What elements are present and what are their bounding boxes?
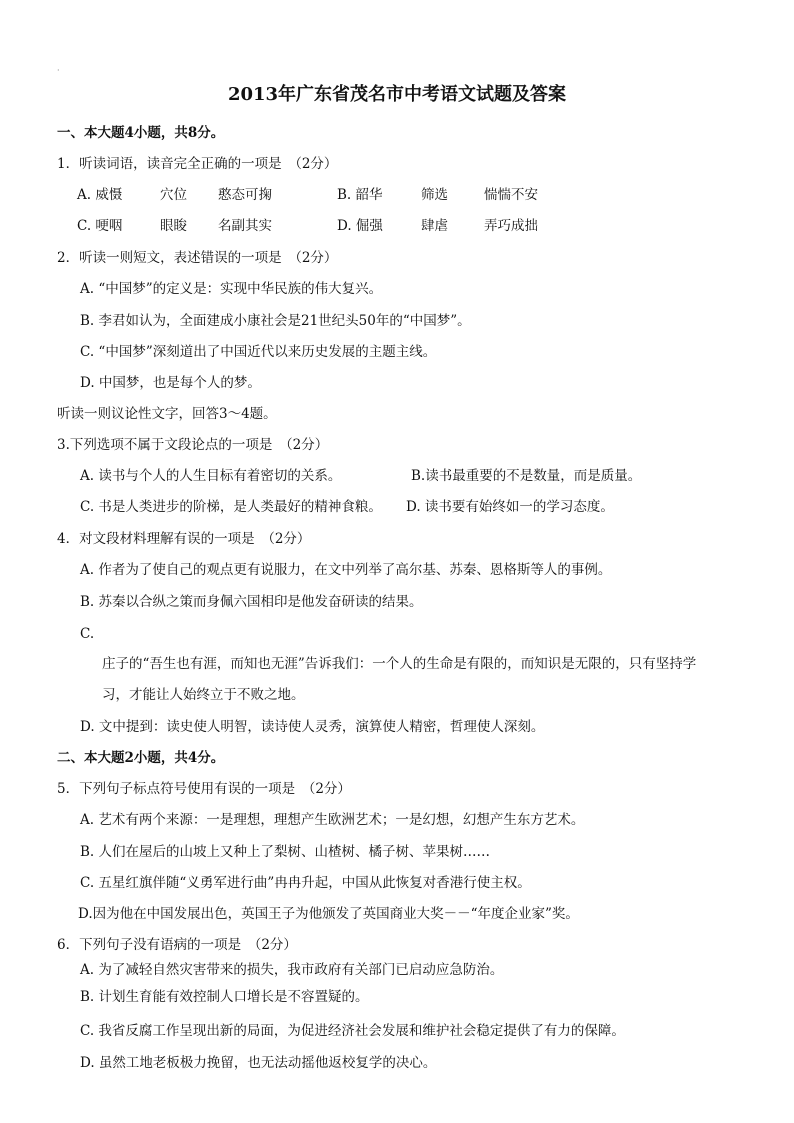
q4-option-c-line2: 习，才能让人始终立于不败之地。 <box>102 687 305 703</box>
q1-option-b-word1: B. 韶华 <box>337 187 383 203</box>
q1-option-c-word1: C. 哽咽 <box>77 218 123 234</box>
q1-stem: 1．听读词语，读音完全正确的一项是 （2分） <box>57 156 338 172</box>
q5-option-b: B. 人们在屋后的山坡上又种上了梨树、山楂树、橘子树、苹果树…… <box>80 844 491 860</box>
q1-option-a-word3: 憨态可掬 <box>218 187 272 203</box>
page-title: 2013年广东省茂名市中考语文试题及答案 <box>227 84 567 105</box>
listening-intro: 听读一则议论性文字，回答3～4题。 <box>57 406 277 422</box>
q2-option-a: A. “中国梦”的定义是：实现中华民族的伟大复兴。 <box>80 281 383 297</box>
q1-option-d-word1: D. 倔强 <box>337 218 383 234</box>
q1-option-a-word1: A. 威慑 <box>77 187 123 203</box>
q5-option-d: D.因为他在中国发展出色，英国王子为他颁发了英国商业大奖－－“年度企业家”奖。 <box>78 906 579 922</box>
q4-stem: 4．对文段材料理解有误的一项是 （2分） <box>57 531 311 547</box>
q4-option-c-letter: C. <box>80 626 95 642</box>
section-1-heading: 一、本大题4小题，共8分。 <box>57 125 225 141</box>
q3-option-d: D. 读书要有始终如一的学习态度。 <box>406 499 614 515</box>
q5-stem: 5．下列句子标点符号使用有误的一项是 （2分） <box>57 781 351 797</box>
q1-option-c-word2: 眼睃 <box>160 218 187 234</box>
q3-option-c: C. 书是人类进步的阶梯，是人类最好的精神食粮。 <box>80 499 382 515</box>
q1-option-c-word3: 名副其实 <box>218 218 272 234</box>
q1-option-d-word3: 弄巧成拙 <box>484 218 538 234</box>
q3-option-a: A. 读书与个人的人生目标有着密切的关系。 <box>80 468 342 484</box>
q4-option-a: A. 作者为了使自己的观点更有说服力，在文中列举了高尔基、苏秦、恩格斯等人的事例。 <box>80 562 612 578</box>
section-2-heading: 二、本大题2小题，共4分。 <box>57 750 225 766</box>
corner-mark: · <box>57 66 60 75</box>
q2-option-d: D. 中国梦，也是每个人的梦。 <box>80 375 261 391</box>
q6-option-c: C. 我省反腐工作呈现出新的局面，为促进经济社会发展和维护社会稳定提供了有力的保障。 <box>80 1023 625 1039</box>
q5-option-a: A. 艺术有两个来源：一是理想，理想产生欧洲艺术；一是幻想，幻想产生东方艺术。 <box>80 812 585 828</box>
q1-option-a-word2: 穴位 <box>160 187 187 203</box>
q6-stem: 6．下列句子没有语病的一项是 （2分） <box>57 937 297 953</box>
q6-option-a: A. 为了减轻自然灾害带来的损失，我市政府有关部门已启动应急防治。 <box>80 962 504 978</box>
q6-option-b: B. 计划生育能有效控制人口增长是不容置疑的。 <box>80 989 369 1005</box>
q1-option-b-word3: 惴惴不安 <box>484 187 538 203</box>
q5-option-c: C. 五星红旗伴随“义勇军进行曲”冉冉升起，中国从此恢复对香港行使主权。 <box>80 875 531 891</box>
q1-option-b-word2: 筛选 <box>421 187 448 203</box>
q2-stem: 2．听读一则短文，表述错误的一项是 （2分） <box>57 250 338 266</box>
q3-option-b: B.读书最重要的不是数量，而是质量。 <box>411 468 642 484</box>
q3-stem: 3.下列选项不属于文段论点的一项是 （2分） <box>57 437 329 453</box>
q1-option-d-word2: 肆虐 <box>421 218 448 234</box>
q2-option-b: B. 李君如认为，全面建成小康社会是21世纪头50年的“中国梦”。 <box>80 313 471 329</box>
q4-option-d: D. 文中提到：读史使人明智，读诗使人灵秀，演算使人精密，哲理使人深刻。 <box>80 719 545 735</box>
q4-option-c-line1: 庄子的“吾生也有涯，而知也无涯”告诉我们：一个人的生命是有限的，而知识是无限的，只有坚持学 <box>102 656 697 672</box>
q4-option-b: B. 苏秦以合纵之策而身佩六国相印是他发奋研读的结果。 <box>80 594 423 610</box>
q6-option-d: D. 虽然工地老板极力挽留，也无法动摇他返校复学的决心。 <box>80 1055 437 1071</box>
q2-option-c: C. “中国梦”深刻道出了中国近代以来历史发展的主题主线。 <box>80 344 437 360</box>
